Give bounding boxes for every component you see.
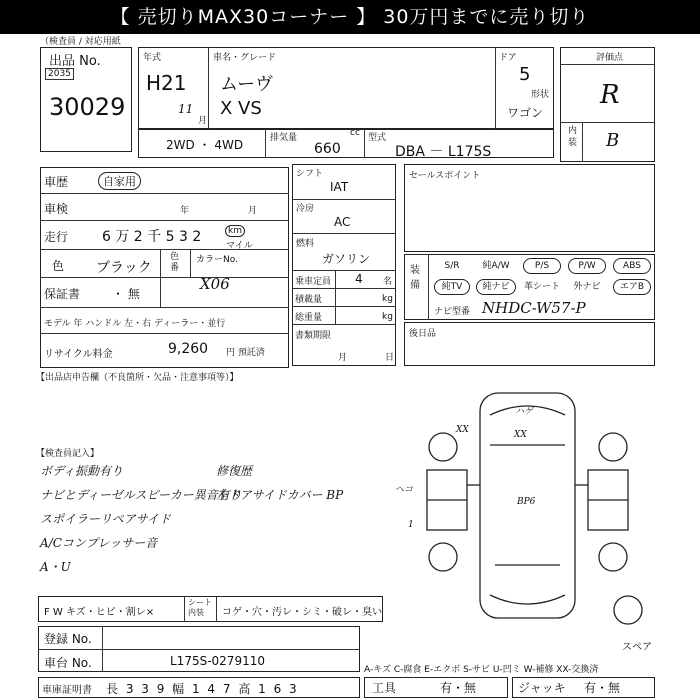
weight-unit: kg: [382, 312, 393, 322]
mileage-label: 走行: [44, 230, 69, 244]
damage-mark-1: XX: [456, 425, 469, 435]
type-label: 型式: [368, 133, 387, 143]
history-box: [40, 167, 289, 368]
equip-tv: 純TV: [434, 279, 470, 295]
color-label: 色: [52, 259, 65, 273]
ac-value: AC: [334, 215, 351, 229]
type-value: DBA － L175S: [395, 144, 492, 160]
inspector-line-2: ナビとディーゼルスピーカー異音有り: [40, 488, 242, 502]
inspector-right-2: 左ドアサイドカバー BP: [216, 488, 344, 502]
displacement-value: 660: [314, 141, 341, 157]
model-grade: X VS: [220, 98, 262, 119]
doors-value: 5: [519, 64, 531, 85]
color-value: ブラック: [96, 260, 152, 276]
damage-legend: A-キズ C-腐食 E-エクボ S-サビ U-凹ミ W-補修 XX-交換済: [364, 665, 599, 675]
lot-label: 出品 No.: [49, 54, 101, 69]
weight-label: 総重量: [295, 313, 323, 323]
reki-label: 車歴: [44, 175, 69, 189]
wheel-rear-left: [429, 543, 457, 571]
shape-label: 形状: [531, 90, 550, 100]
recycle-label: リサイクル料金: [44, 349, 113, 360]
damage-mark-5: ヘコ: [395, 485, 414, 495]
shaken-year: 年: [180, 206, 190, 216]
year-label: 年式: [143, 53, 162, 63]
color-no-value: X06: [200, 275, 230, 293]
fw-label: F W キズ・ヒビ・割レ×: [44, 607, 155, 618]
model-name: ムーヴ: [220, 74, 274, 95]
registration-label: 登録 No.: [44, 632, 92, 646]
wheel-front-left: [429, 433, 457, 461]
year-month: 11: [178, 102, 194, 116]
inspector-right-1: 修復歴: [216, 464, 253, 478]
equipment-label: 装備: [410, 265, 420, 291]
equip-airbag: エアB: [613, 279, 651, 295]
tools-value: 有・無: [440, 681, 477, 695]
inspection-date-month: 月: [338, 353, 348, 363]
warranty-value: ・ 無: [112, 287, 140, 301]
chassis-value: L175S-0279110: [170, 654, 265, 668]
corner-banner: 【 売切りMAX30コーナー 】 30万円までに売り切り: [0, 0, 700, 34]
damage-mark-4: BP6: [517, 497, 536, 507]
capacity-unit: 名: [383, 277, 393, 287]
inspector-line-3: スポイラーリペアサイド: [40, 512, 171, 526]
color-num-label: 色番: [170, 252, 180, 273]
equip-sunroof: S/R: [444, 261, 460, 271]
load-unit: kg: [382, 294, 393, 304]
header-cut-text: （検査員 / 対応用紙: [40, 37, 121, 47]
drive-type: 2WD ・ 4WD: [166, 138, 244, 152]
wheel-rear-right: [599, 543, 627, 571]
lot-number: 30029: [49, 93, 126, 121]
color-no-label: カラーNo.: [196, 255, 238, 265]
jack-label: ジャッキ: [518, 681, 566, 695]
jack-value: 有・無: [584, 681, 621, 695]
navi-label: ナビ型番: [434, 307, 471, 317]
chassis-label: 車台 No.: [44, 656, 92, 670]
inspector-line-5: A・U: [40, 560, 71, 574]
equip-navi: 純ナビ: [476, 279, 516, 295]
damage-mark-2: XX: [514, 430, 527, 440]
recycle-unit: 円 預託済: [226, 348, 265, 358]
inspector-line-4: A/Cコンプレッサー音: [40, 536, 158, 550]
seller-notes-label: 【出品店申告欄（不良箇所・欠品・注意事項等）】: [36, 373, 239, 383]
equip-ext-navi: 外ナビ: [573, 282, 601, 292]
load-label: 積載量: [295, 295, 323, 305]
sales-point-label: セールスポイント: [409, 171, 481, 181]
recycle-value: 9,260: [168, 341, 209, 357]
score-value: R: [600, 80, 620, 110]
inspector-label: 【検査員記入】: [36, 449, 100, 459]
fuel-label: 燃料: [296, 239, 315, 249]
interior-label: 内装: [568, 126, 578, 148]
year-month-suffix: 月: [198, 116, 208, 126]
capacity-value: 4: [355, 272, 363, 286]
cert-label: 車庫証明書: [42, 685, 92, 696]
lot-box: [40, 47, 132, 152]
sales-point-box: [404, 164, 655, 252]
mileage-value: 6 万 2 千 5 3 2: [102, 229, 202, 245]
post-install-label: 後日品: [409, 329, 437, 339]
mileage-unit-km: km: [225, 225, 245, 237]
shaken-label: 車検: [44, 202, 69, 216]
warranty-label: 保証書: [44, 287, 81, 301]
lot-small: 2035: [45, 68, 74, 80]
fuel-value: ガソリン: [322, 252, 371, 266]
inspection-date-label: 書類期限: [295, 331, 332, 341]
spare-label: スペア: [622, 642, 652, 653]
equip-aw: 純A/W: [482, 261, 510, 271]
equip-leather: 革シート: [524, 282, 561, 292]
equip-ps: P/S: [523, 258, 561, 274]
inspector-line-1: ボディ振動有り: [40, 464, 124, 478]
ac-label: 冷房: [296, 204, 315, 214]
equip-abs: ABS: [613, 258, 651, 274]
tools-label: 工具: [372, 681, 397, 695]
shaken-month: 月: [248, 206, 258, 216]
reki-value: 自家用: [98, 172, 141, 190]
model-label: 車名・グレード: [213, 53, 277, 63]
score-label: 評価点: [596, 53, 624, 63]
rear-bumper-line: [490, 595, 565, 604]
cert-values: 長 3 3 9 幅 1 4 7 高 1 6 3: [106, 682, 299, 696]
capacity-label: 乗車定員: [295, 277, 332, 287]
displacement-unit: cc: [350, 128, 360, 138]
doors-label: ドア: [499, 53, 517, 63]
wheel-front-right: [599, 433, 627, 461]
seat-label: シート 内装: [188, 598, 212, 617]
displacement-label: 排気量: [270, 133, 298, 143]
shape-value: ワゴン: [507, 106, 544, 120]
mileage-unit-mile: マイル: [226, 241, 253, 251]
car-diagram: [395, 385, 660, 630]
shift-value: IAT: [330, 180, 349, 194]
year-era: H21: [146, 71, 187, 95]
seat-items: コゲ・穴・汚レ・シミ・破レ・臭い: [222, 607, 382, 618]
damage-mark-6: 1: [408, 520, 414, 530]
equip-pw: P/W: [568, 258, 606, 274]
spare-tire: [614, 596, 642, 624]
shift-label: シフト: [296, 169, 324, 179]
inspection-date-day: 日: [385, 353, 395, 363]
post-install-box: [404, 322, 655, 366]
model-row: モデル 年 ハンドル 左・右 ディーラー・並行: [44, 319, 226, 329]
navi-model: NHDC-W57-P: [482, 299, 586, 317]
damage-mark-3: ハゲ: [515, 407, 534, 417]
interior-value: B: [606, 130, 620, 151]
